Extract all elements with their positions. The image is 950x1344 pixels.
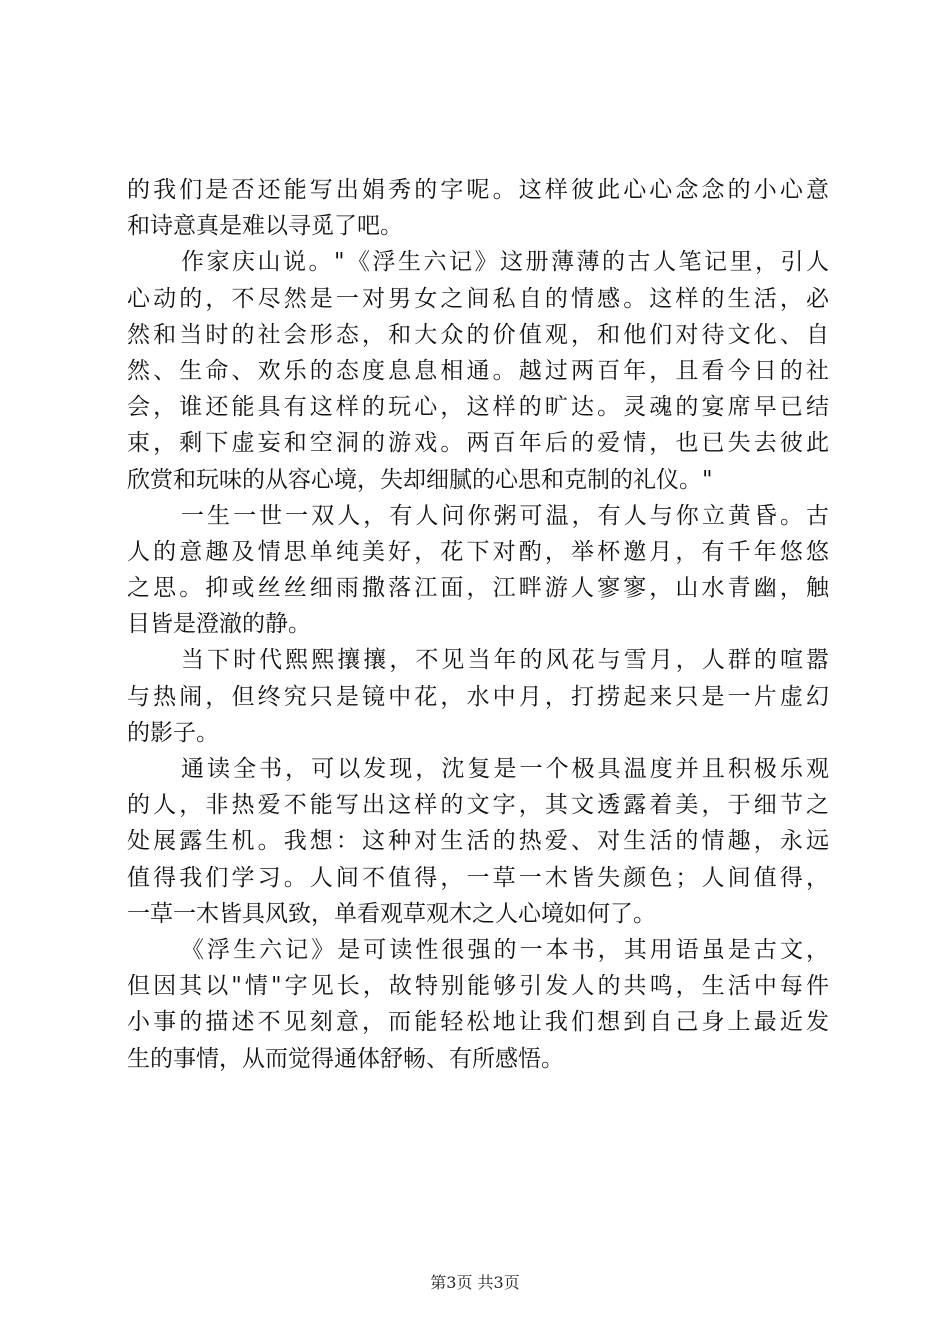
text-line: 的人，非热爱不能写出这样的文字，其文透露着美，于细节之 — [127, 792, 829, 819]
text-line: 小事的描述不见刻意，而能轻松地让我们想到自己身上最近发 — [127, 1009, 829, 1036]
text-line: 通读全书，可以发现，沈复是一个极具温度并且积极乐观 — [181, 756, 829, 782]
text-line: 生的事情，从而觉得通体舒畅、有所感悟。 — [127, 1045, 564, 1072]
text-line: 的影子。 — [127, 719, 219, 746]
text-line: 一生一世一双人，有人问你粥可温，有人与你立黄昏。古 — [181, 502, 829, 529]
text-line: 但因其以"情"字见长，故特别能够引发人的共鸣，生活中每件 — [127, 973, 829, 1000]
text-line: 的我们是否还能写出娟秀的字呢。这样彼此心心念念的小心意 — [127, 177, 829, 203]
text-line: 然、生命、欢乐的态度息息相通。越过两百年，且看今日的社 — [127, 357, 829, 384]
text-line: 值得我们学习。人间不值得，一草一木皆失颜色；人间值得， — [127, 864, 829, 891]
text-line: 作家庆山说。"《浮生六记》这册薄薄的古人笔记里，引人 — [181, 249, 829, 276]
document-body — [127, 172, 829, 1077]
text-line: 之思。抑或丝丝细雨撒落江面，江畔游人寥寥，山水青幽，触 — [127, 575, 829, 602]
text-line: 然和当时的社会形态，和大众的价值观，和他们对待文化、自 — [127, 321, 829, 348]
page-number-footer: 第3页 共3页 — [430, 1273, 520, 1292]
text-line: 束，剩下虚妄和空洞的游戏。两百年后的爱情，也已失去彼此 — [127, 430, 829, 457]
text-line: 一草一木皆具风致，单看观草观木之人心境如何了。 — [127, 900, 656, 927]
text-line: 与热闹，但终究只是镜中花，水中月，打捞起来只是一片虚幻 — [127, 683, 829, 710]
text-line: 欣赏和玩味的从容心境，失却细腻的心思和克制的礼仪。" — [127, 466, 713, 493]
text-line: 处展露生机。我想：这种对生活的热爱、对生活的情趣，永远 — [127, 828, 829, 855]
text-line: 心动的，不尽然是一对男女之间私自的情感。这样的生活，必 — [127, 285, 829, 312]
text-line: 会，谁还能具有这样的玩心，这样的旷达。灵魂的宴席早已结 — [127, 394, 829, 421]
text-line: 和诗意真是难以寻觅了吧。 — [127, 213, 403, 240]
text-line: 人的意趣及情思单纯美好，花下对酌，举杯邀月，有千年悠悠 — [127, 538, 829, 565]
text-line: 目皆是澄澈的静。 — [127, 611, 311, 638]
text-line: 《浮生六记》是可读性很强的一本书，其用语虽是古文， — [181, 936, 829, 963]
text-line: 当下时代熙熙攘攘，不见当年的风花与雪月，人群的喧嚣 — [181, 647, 829, 674]
